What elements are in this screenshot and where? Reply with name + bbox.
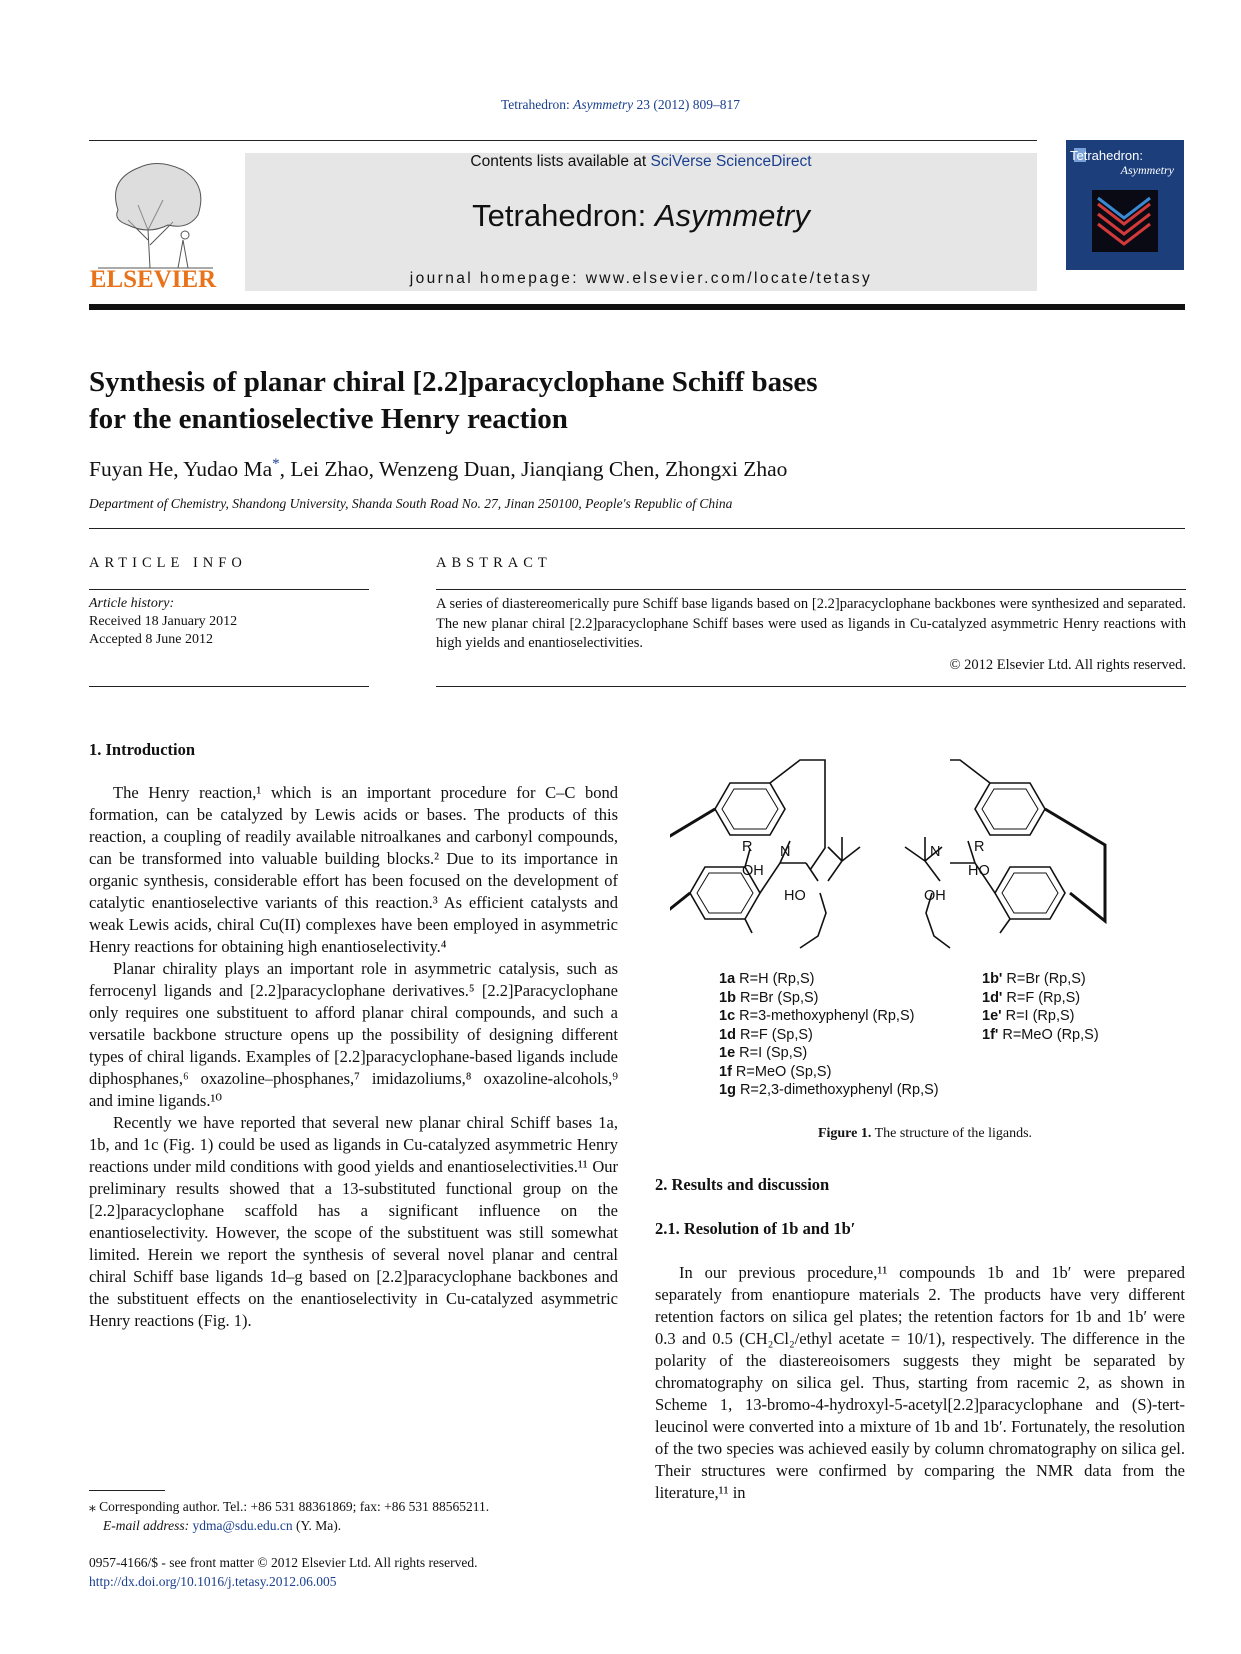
- ligand-id: 1e': [982, 1008, 1002, 1024]
- ligand-description: R=F (Rp,S): [1002, 989, 1081, 1006]
- ligand-description: R=3-methoxyphenyl (Rp,S): [735, 1008, 915, 1024]
- abstract-text: A series of diastereomerically pure Schiff base ligands based on [2.2]paracyclophane backbones were synthesized and separated. The new planar chiral [2.2]paracyclophane Schiff bases were used as ligands in Cu-catalyzed asymmetric Henry reactions with high yields and enantioselectivities.: [436, 596, 1186, 651]
- cover-title: Tetrahedron: Asymmetry: [1070, 148, 1174, 177]
- abstract-heading: ABSTRACT: [436, 555, 552, 571]
- ligand-id: 1d': [982, 989, 1003, 1006]
- ligand-entry: [982, 1007, 1099, 1026]
- intro-paragraph-2: Planar chirality plays an important role in asymmetric catalysis, such as ferrocenyl ligands and [2.2]paracyclophane derivatives.⁵ [2.2]Paracyclophane only requires one substituent to afford planar chiral compounds, and such a versatile backbone structure opens up the possibility of designing different types of chiral ligands. Examples of [2.2]paracyclophane-based ligands include diphosphanes,⁶ oxazoline–phosphanes,⁷ imidazoliums,⁸ oxazoline-alcohols,⁹ and imine ligands.¹⁰: [89, 959, 618, 1110]
- ligand-id: 1a: [719, 971, 736, 987]
- left-upper-ring: [715, 783, 785, 835]
- article-title: Synthesis of planar chiral [2.2]paracyclophane Schiff bases for the enantioselective Henry reaction: [89, 366, 818, 435]
- ligand-description: R=F (Sp,S): [735, 1026, 813, 1043]
- info-rule-bottom: [89, 686, 369, 687]
- ligand-description: R=2,3-dimethoxyphenyl (Rp,S): [735, 1082, 939, 1098]
- figure-1-caption: Figure 1. The structure of the ligands.: [817, 1126, 1033, 1141]
- right-ligand-list: [982, 970, 1099, 1044]
- abstract-rule-bottom: [436, 686, 1186, 687]
- results-paragraph-1: In our previous procedure,¹¹ compounds 1b and 1b′ were prepared separately from enantiopure materials 2. The products have very different retention factors on silica gel plates; the retention factors for 1b and 1b′ were 0.3 and 0.5 (CH₂Cl₂/ethyl acetate = 10/1), respectively. The difference in the polarity of the diastereoisomers suggests they might be separated by chromatography on silica gel. Thus, starting from racemic 2, as shown in Scheme 1, 13-bromo-4-hydroxyl-5-acetyl[2.2]paracyclophane and (S)-tert-leucinol were converted into a mixture of 1b and 1b′. Fortunately, the resolution of the two species was achieved easily by column chromatography on silica gel. Their structures were confirmed by comparing the NMR data from the literature,¹¹ in: [655, 1263, 1185, 1502]
- right-atom-N: N: [930, 844, 941, 860]
- introduction-body: [89, 782, 618, 1332]
- journal-homepage[interactable]: journal homepage: www.elsevier.com/locate/tetasy: [409, 270, 873, 287]
- ligand-description: R=Br (Rp,S): [1002, 971, 1086, 987]
- ligand-id: 1e: [719, 1045, 736, 1061]
- page-footer: 0957-4166/$ - see front matter © 2012 Elsevier Ltd. All rights reserved. http://dx.doi.org/10.1016/j.tetasy.2012.06.005: [89, 1555, 478, 1589]
- ligand-entry: [719, 989, 939, 1008]
- header-bottom-rule: [89, 304, 1185, 310]
- ligand-id: 1b: [719, 989, 736, 1006]
- results-body: [655, 1262, 1185, 1504]
- figure-1-structures: [670, 753, 1120, 963]
- left-atom-OH: OH: [742, 863, 764, 879]
- header-top-rule: [89, 140, 1037, 141]
- contents-line: Contents lists available at SciVerse ScienceDirect: [470, 153, 812, 170]
- ligand-entry: [719, 1044, 939, 1063]
- right-atom-OH: OH: [924, 888, 946, 904]
- ligand-id: 1f: [719, 1063, 732, 1080]
- article-history: Article history: Received 18 January 2012 Accepted 8 June 2012: [89, 596, 238, 647]
- ligand-entry: [719, 1063, 939, 1082]
- left-ligand-list: [719, 970, 939, 1100]
- ligand-id: 1d: [719, 1026, 736, 1043]
- ligand-id: 1f': [982, 1026, 999, 1043]
- author-list: Fuyan He, Yudao Ma*, Lei Zhao, Wenzeng Duan, Jianqiang Chen, Zhongxi Zhao: [89, 455, 788, 481]
- left-atom-HO: HO: [784, 888, 806, 904]
- left-atom-N: N: [780, 844, 791, 860]
- info-rule-top: [89, 589, 369, 590]
- ligand-description: R=I (Rp,S): [1001, 1008, 1075, 1024]
- left-molecule: [670, 760, 860, 948]
- right-atom-R: R: [974, 839, 985, 855]
- abstract-copyright: © 2012 Elsevier Ltd. All rights reserved.: [949, 657, 1186, 673]
- ligand-description: R=Br (Sp,S): [735, 989, 819, 1006]
- left-atom-R: R: [742, 839, 753, 855]
- journal-title: Tetrahedron: Asymmetry: [472, 198, 810, 233]
- ligand-id: 1b': [982, 971, 1003, 987]
- ligand-entry: [719, 1007, 939, 1026]
- right-upper-ring: [975, 783, 1045, 835]
- footnote-rule: [89, 1490, 165, 1491]
- right-atom-HO: HO: [968, 863, 990, 879]
- ligand-entry: [982, 989, 1099, 1008]
- section-heading-results: 2. Results and discussion: [655, 1175, 830, 1194]
- ligand-id: 1c: [719, 1008, 736, 1024]
- abstract-rule-top: [436, 589, 1186, 590]
- footnote: ⁎ Corresponding author. Tel.: +86 531 88361869; fax: +86 531 88565211. E-mail address: ydma@sdu.edu.cn (Y. Ma).: [89, 1499, 490, 1533]
- ligand-entry: [982, 1026, 1099, 1045]
- ligand-entry: [719, 1026, 939, 1045]
- right-lower-ring: [995, 867, 1065, 919]
- ligand-description: R=MeO (Rp,S): [998, 1026, 1099, 1043]
- intro-paragraph-3: Recently we have reported that several new planar chiral Schiff bases 1a, 1b, and 1c (Fig. 1) could be used as ligands in Cu-catalyzed asymmetric Henry reactions under mild conditions with good yields and enantioselectivities.¹¹ Our preliminary results showed that a 13-substituted functional group on the [2.2]paracyclophane scaffold has a significant influence on the enantioselectivity. However, the scope of the substituent was still somewhat limited. Herein we report the synthesis of several novel planar and central chiral Schiff base ligands 1d–g based on [2.2]paracyclophane backbones and the substituent effects on the enantioselectivity in Cu-catalyzed asymmetric Henry reactions (Fig. 1).: [89, 1113, 618, 1330]
- journal-citation: Tetrahedron: Asymmetry 23 (2012) 809–817: [500, 97, 740, 112]
- title-rule: [89, 528, 1185, 529]
- ligand-entry: [719, 1081, 939, 1100]
- sciencedirect-link[interactable]: SciVerse ScienceDirect: [650, 153, 812, 170]
- ligand-description: R=I (Sp,S): [735, 1045, 808, 1061]
- article-info-heading: ARTICLE INFO: [89, 555, 247, 571]
- affiliation: Department of Chemistry, Shandong University, Shanda South Road No. 27, Jinan 250100, People's Republic of China: [89, 496, 733, 511]
- ligand-entry: [719, 970, 939, 989]
- email-link[interactable]: ydma@sdu.edu.cn: [192, 1518, 293, 1533]
- ligand-entry: [982, 970, 1099, 989]
- doi-link[interactable]: http://dx.doi.org/10.1016/j.tetasy.2012.06.005: [89, 1574, 337, 1589]
- ligand-description: R=H (Rp,S): [735, 971, 815, 987]
- ligand-id: 1g: [719, 1082, 736, 1098]
- elsevier-wordmark: ELSEVIER: [89, 266, 217, 293]
- intro-paragraph-1: The Henry reaction,¹ which is an important procedure for C–C bond formation, can be catalyzed by Lewis acids or bases. The products of this reaction, a coupling of readily available nitroalkanes and carbonyl compounds, can be transformed into valuable building blocks.² Due to its importance in organic synthesis, considerable effort has been focused on the development of catalytic enantioselective variants of this reaction.³ As efficient catalysts and weak Lewis acids, chiral Cu(II) complexes have been employed in asymmetric Henry reactions for obtaining high enantioselectivity.⁴: [89, 783, 618, 956]
- ligand-description: R=MeO (Sp,S): [731, 1063, 832, 1080]
- corresponding-author-mark[interactable]: *: [272, 455, 280, 472]
- subsection-heading-resolution: 2.1. Resolution of 1b and 1b′: [655, 1219, 856, 1238]
- section-heading-introduction: 1. Introduction: [89, 740, 196, 759]
